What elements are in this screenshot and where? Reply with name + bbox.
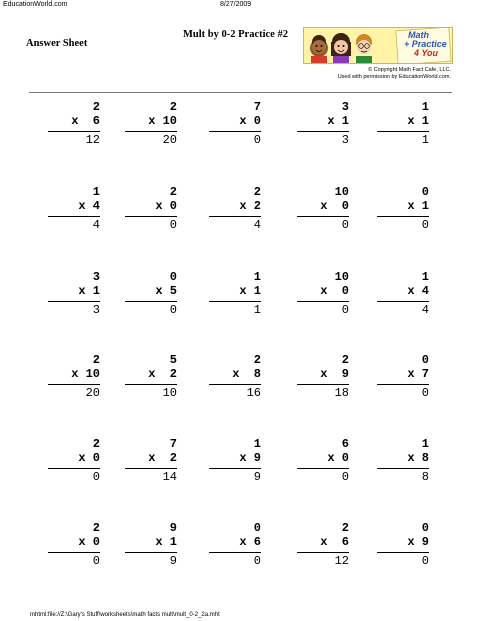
problem-operation: x 2 — [148, 367, 177, 381]
problem-operation: x 0 — [78, 535, 100, 549]
problem-answer: 20 — [48, 384, 100, 400]
problem-operation: x 7 — [407, 367, 429, 381]
problem-operation: x 0 — [155, 199, 177, 213]
copyright-notice — [338, 67, 451, 80]
problem-answer: 0 — [377, 216, 429, 232]
problem-item — [209, 521, 261, 568]
problem-top-number: 2 — [341, 521, 349, 535]
problem-top-number: 7 — [253, 100, 261, 114]
site-name: EducationWorld.com — [3, 1, 68, 8]
problem-item — [377, 270, 429, 317]
problem-operation: x 1 — [327, 114, 349, 128]
problem-answer: 9 — [125, 552, 177, 568]
problem-answer: 20 — [125, 131, 177, 147]
problem-answer: 0 — [125, 301, 177, 317]
problem-answer: 0 — [209, 131, 261, 147]
problem-top-number: 5 — [169, 353, 177, 367]
problem-operation: x 1 — [407, 114, 429, 128]
problem-item — [297, 185, 349, 232]
problem-answer: 3 — [297, 131, 349, 147]
problem-answer: 3 — [48, 301, 100, 317]
logo-text-math: Math — [408, 30, 429, 40]
math-practice-logo — [303, 27, 453, 64]
problem-operation: x 4 — [407, 284, 429, 298]
problem-operation: x 8 — [232, 367, 261, 381]
problem-item — [209, 270, 261, 317]
problem-item — [125, 270, 177, 317]
problem-answer: 0 — [48, 552, 100, 568]
problem-top-number: 2 — [92, 353, 100, 367]
problem-answer: 4 — [377, 301, 429, 317]
problem-operation: x 1 — [239, 284, 261, 298]
problem-answer: 0 — [297, 468, 349, 484]
problem-top-number: 2 — [253, 353, 261, 367]
problem-operation: x 0 — [320, 199, 349, 213]
problem-top-number: 1 — [421, 100, 429, 114]
answer-sheet-label: Answer Sheet — [26, 38, 88, 49]
problem-operation: x 0 — [320, 284, 349, 298]
problem-answer: 0 — [297, 216, 349, 232]
problem-operation: x 6 — [320, 535, 349, 549]
problem-top-number: 2 — [341, 353, 349, 367]
problem-answer: 12 — [48, 131, 100, 147]
problem-top-number: 2 — [169, 100, 177, 114]
problem-item — [377, 185, 429, 232]
problem-answer: 0 — [377, 384, 429, 400]
problem-answer: 9 — [209, 468, 261, 484]
problem-operation: x 4 — [78, 199, 100, 213]
problem-item — [209, 353, 261, 400]
problem-operation: x 6 — [71, 114, 100, 128]
print-date: 8/27/2009 — [220, 1, 252, 8]
problem-answer: 10 — [125, 384, 177, 400]
problem-item — [125, 100, 177, 147]
problem-top-number: 0 — [421, 185, 429, 199]
problem-answer: 8 — [377, 468, 429, 484]
problem-item — [125, 437, 177, 484]
problem-top-number: 7 — [169, 437, 177, 451]
problem-operation: x 1 — [78, 284, 100, 298]
problem-top-number: 2 — [92, 521, 100, 535]
problem-answer: 1 — [209, 301, 261, 317]
problem-top-number: 1 — [421, 270, 429, 284]
problem-top-number: 0 — [253, 521, 261, 535]
problem-top-number: 1 — [92, 185, 100, 199]
problem-operation: x 0 — [78, 451, 100, 465]
problem-item — [48, 100, 100, 147]
file-path-footer: mhtml:file://Z:\Gary's Stuff\worksheets\math facts mult\mult_0-2_2a.mht — [30, 612, 220, 618]
problem-item — [125, 353, 177, 400]
problem-answer: 0 — [209, 552, 261, 568]
problem-operation: x 5 — [155, 284, 177, 298]
problem-operation: x 0 — [239, 114, 261, 128]
problem-item — [209, 185, 261, 232]
problem-top-number: 3 — [341, 100, 349, 114]
problem-operation: x 1 — [407, 199, 429, 213]
problem-top-number: 2 — [92, 100, 100, 114]
problem-item — [297, 521, 349, 568]
problem-top-number: 1 — [253, 270, 261, 284]
problem-operation: x 6 — [239, 535, 261, 549]
problem-operation: x 9 — [320, 367, 349, 381]
problem-operation: x 9 — [239, 451, 261, 465]
problem-answer: 4 — [209, 216, 261, 232]
copyright-line-2: Used with permission by EducationWorld.com. — [337, 73, 451, 80]
problem-item — [297, 437, 349, 484]
problem-item — [297, 270, 349, 317]
problem-item — [377, 353, 429, 400]
problem-top-number: 1 — [253, 437, 261, 451]
problem-top-number: 0 — [169, 270, 177, 284]
problem-item — [48, 270, 100, 317]
copyright-line-1: © Copyright Math Fact Cafe, LLC. — [368, 67, 451, 73]
problem-answer: 14 — [125, 468, 177, 484]
logo-text-practice: + Practice — [404, 39, 447, 49]
problem-top-number: 2 — [253, 185, 261, 199]
problem-operation: x 0 — [327, 451, 349, 465]
problem-top-number: 10 — [334, 270, 349, 284]
problem-top-number: 2 — [92, 437, 100, 451]
problem-top-number: 10 — [334, 185, 349, 199]
problem-answer: 1 — [377, 131, 429, 147]
problem-operation: x 8 — [407, 451, 429, 465]
problem-top-number: 9 — [169, 521, 177, 535]
problem-item — [125, 521, 177, 568]
problem-item — [209, 100, 261, 147]
header-divider — [29, 92, 452, 93]
problem-item — [48, 185, 100, 232]
problem-answer: 0 — [48, 468, 100, 484]
problem-top-number: 0 — [421, 521, 429, 535]
problem-answer: 18 — [297, 384, 349, 400]
problem-top-number: 6 — [341, 437, 349, 451]
problem-answer: 0 — [297, 301, 349, 317]
problem-item — [48, 521, 100, 568]
problem-operation: x 2 — [239, 199, 261, 213]
problem-answer: 4 — [48, 216, 100, 232]
problem-top-number: 2 — [169, 185, 177, 199]
problem-operation: x 9 — [407, 535, 429, 549]
problem-answer: 16 — [209, 384, 261, 400]
problem-top-number: 1 — [421, 437, 429, 451]
problem-item — [48, 437, 100, 484]
problem-item — [377, 100, 429, 147]
problem-item — [297, 100, 349, 147]
problem-item — [297, 353, 349, 400]
page-title: Mult by 0-2 Practice #2 — [183, 29, 288, 40]
problem-operation: x 10 — [71, 367, 100, 381]
problem-top-number: 0 — [421, 353, 429, 367]
problem-operation: x 1 — [155, 535, 177, 549]
problem-answer: 0 — [377, 552, 429, 568]
problem-item — [377, 437, 429, 484]
problem-item — [125, 185, 177, 232]
problem-operation: x 2 — [148, 451, 177, 465]
logo-text-4you: 4 You — [414, 48, 439, 58]
problem-answer: 12 — [297, 552, 349, 568]
problem-item — [377, 521, 429, 568]
problem-item — [48, 353, 100, 400]
problem-item — [209, 437, 261, 484]
problem-operation: x 10 — [148, 114, 177, 128]
problem-top-number: 3 — [92, 270, 100, 284]
problem-answer: 0 — [125, 216, 177, 232]
